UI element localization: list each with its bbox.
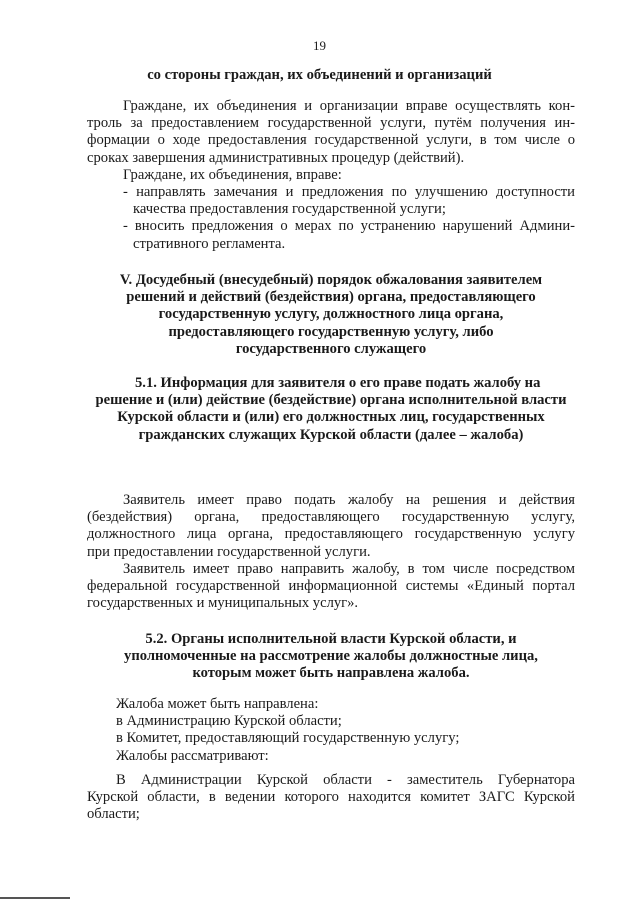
- section-5-2-title: [87, 631, 575, 683]
- title-line: гражданских служащих Курской области (далее – жалоба): [138, 426, 524, 443]
- text-line: Жалобы рассматривают:: [116, 747, 269, 764]
- text-line: (бездействия) органа, предоставляющего государственную услугу,: [87, 509, 575, 526]
- title-line: Курской области и (или) его должностных лиц, государственных: [117, 409, 545, 426]
- list-item-continuation: качества предоставления государственной услуги;: [133, 201, 446, 218]
- section-5-1-title: [87, 375, 575, 444]
- intro-bullet-list: [123, 184, 575, 253]
- text-line: Заявитель имеет право направить жалобу, в том числе посредством: [123, 561, 575, 577]
- text-line: в Администрацию Курской области;: [116, 713, 342, 730]
- text-line: Заявитель имеет право подать жалобу на решения и действия: [123, 492, 575, 508]
- text-line: в Комитет, предоставляющий государственную услугу;: [116, 730, 460, 747]
- text-line: Граждане, их объединения и организации вправе осуществлять кон-: [123, 98, 575, 114]
- text-line: должностного лица органа, предоставляющего государственную услугу: [87, 526, 575, 543]
- title-line: 5.2. Органы исполнительной власти Курской области, и: [145, 631, 517, 647]
- text-line: Курской области, в ведении которого находится комитет ЗАГС Курской: [87, 789, 575, 806]
- title-line: уполномоченные на рассмотрение жалобы должностные лица,: [124, 648, 538, 665]
- section-5-2-list: [116, 696, 575, 765]
- title-line: 5.1. Информация для заявителя о его праве подать жалобу на: [135, 375, 541, 391]
- list-item: - направлять замечания и предложения по улучшению доступности: [123, 184, 575, 200]
- section-5-1-paragraph: [87, 492, 575, 561]
- scan-edge-mark: [0, 897, 70, 899]
- list-item: - вносить предложения о мерах по устранению нарушений Админи-: [123, 218, 575, 235]
- text-line: троль за предоставлением государственной услуги, путём получения ин-: [87, 115, 575, 132]
- page-number: 19: [313, 38, 326, 53]
- title-line: предоставляющего государственную услугу, либо: [168, 323, 494, 340]
- section-5-2-paragraph: [87, 772, 575, 824]
- title-line: государственного служащего: [235, 340, 427, 357]
- section-5-title: [87, 272, 575, 358]
- title-line: решений и действий (бездействия) органа, предоставляющего: [126, 289, 536, 306]
- intro-rights-lead: Граждане, их объединения, вправе:: [123, 167, 342, 183]
- intro-paragraph: [87, 98, 575, 167]
- title-line: государственную услугу, должностного лица органа,: [158, 306, 504, 323]
- title-line: решение и (или) действие (бездействие) органа исполнительной власти: [95, 392, 567, 409]
- intro-heading: со стороны граждан, их объединений и организаций: [147, 67, 492, 83]
- section-5-1-paragraph: [87, 561, 575, 613]
- text-line: формации о ходе предоставления государственной услуги, в том числе о: [87, 132, 575, 149]
- text-line: при предоставлении государственной услуги.: [87, 543, 371, 560]
- text-line: федеральной государственной информационной системы «Единый портал: [87, 578, 575, 595]
- text-line: В Администрации Курской области - заместитель Губернатора: [116, 772, 575, 788]
- title-line: V. Досудебный (внесудебный) порядок обжалования заявителем: [119, 272, 543, 288]
- text-line: Жалоба может быть направлена:: [116, 696, 319, 712]
- text-line: государственных и муниципальных услуг».: [87, 595, 359, 612]
- title-line: которым может быть направлена жалоба.: [192, 665, 470, 682]
- text-line: области;: [87, 806, 140, 823]
- list-item-continuation: стративного регламента.: [133, 235, 286, 252]
- text-line: сроках завершения административных процедур (действий).: [87, 149, 465, 166]
